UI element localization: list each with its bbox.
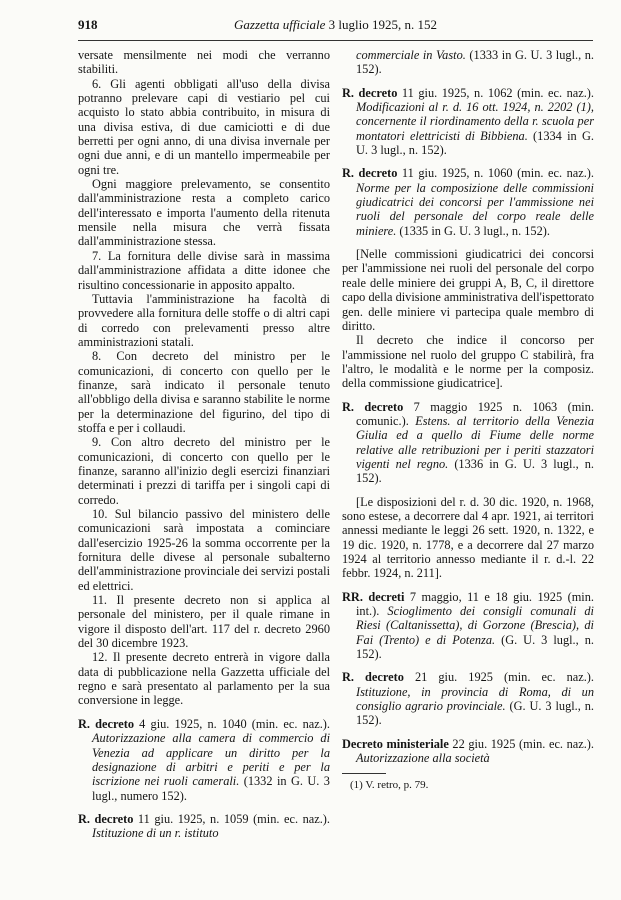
ministerial-decree-entry	[342, 737, 594, 766]
header-rule	[78, 40, 593, 41]
entry-ref: (1336 in G. U. 3 lugl., n. 152).	[356, 456, 594, 486]
entry-meta: 21 giu. 1925 (min. ec. naz.).	[403, 670, 594, 685]
page-number: 918	[78, 17, 98, 32]
entry-ref: (G. U. 3 lugl., n. 152).	[356, 699, 594, 728]
summary-note-1063: [Le disposizioni del r. d. 30 dic. 1920, n. 1968, sono estese, a decorrere dal 4 apr. 1921, ai territori annessi mediante le leggi 26 sett. 1920, n. 1322, e 19 dic. 1920, n. 1778, e a decorrere dal 27 marzo 1924 al territorio annesso mediante il r. d.-l. 22 febbr. 1924, n. 211].	[342, 494, 594, 581]
summary-note-1060: [Nelle commissioni giudicatrici dei concorsi per l'ammissione nei ruoli del personale del corpo reale delle miniere dei gruppi A, B, C, il direttore capo della divisione amministrativa dell'ispettorato gen. delle miniere vi partecipa quale membro di diritto.	[342, 247, 594, 333]
article-9: 9. Con altro decreto del ministro per le comunicazioni, di concerto con quello per le finanze, saranno all'inizio degli esercizi finanziari determinati i prezzi di tariffa per i singoli capi di corredo.	[78, 435, 330, 507]
gazette-name: Gazzetta ufficiale	[234, 17, 326, 32]
entry-title: commerciale in Vasto.	[356, 48, 466, 62]
entry-lead: R. decreto	[342, 670, 404, 685]
decree-entry-1059-continued	[342, 48, 594, 77]
entry-ref: (1334 in G. U. 3 lugl., n. 152).	[356, 128, 594, 158]
footnote-separator	[342, 773, 386, 774]
entry-title: Istituzione, in provincia di Roma, di un consiglio agrario provinciale.	[356, 684, 594, 714]
entry-meta: 11 giu. 1925, n. 1060 (min. ec. naz.).	[397, 166, 594, 181]
entry-lead: R. decreto	[78, 716, 135, 731]
summary-note-1060-continued: Il decreto che indice il concorso per l'ammissione nel ruolo del gruppo C stabilirà, fra l'altro, le modalità e le norme per la composiz. della commissione giudicatrice].	[342, 333, 594, 391]
article-11: 11. Il presente decreto non si applica al personale del ministero, per il quale rimane in vigore il disposto dell'art. 117 del r. decreto 2960 del 30 dicembre 1923.	[78, 593, 330, 651]
entry-ref: (G. U. 3 lugl., n. 152).	[356, 632, 594, 662]
issue-date: 3 luglio 1925, n. 152	[325, 17, 437, 32]
right-column	[342, 48, 594, 793]
footnote: (1) V. retro, p. 79.	[350, 779, 429, 792]
entry-title: Scioglimento dei consigli comunali di Riesi (Caltanissetta), di Gorzone (Brescia), di Fai (Trento) e di Potenza.	[356, 604, 594, 647]
decree-entry-1063	[342, 400, 594, 486]
entry-lead: Decreto ministeriale	[342, 736, 449, 751]
entry-meta: 11 giu. 1925, n. 1059 (min. ec. naz.).	[133, 811, 330, 826]
article-10: 10. Sul bilancio passivo del ministero delle comunicazioni sarà impostata a cominciare dall'esercizio 1925-26 la somma occorrente per la fornitura delle divese al personale subalterno dell'amministrazione provinciale dei servizi postali ed elettrici.	[78, 507, 330, 593]
decree-entry-1040	[78, 717, 330, 803]
decree-entry-agrarian-council	[342, 670, 594, 727]
entry-lead: R. decreto	[342, 166, 398, 181]
entry-meta: 11 giu. 1925, n. 1062 (min. ec. naz.).	[397, 85, 594, 100]
entry-title: Norme per la composizione delle commissioni giudicatrici dei concorsi per l'ammissione nei ruoli del personale del corpo reale delle miniere.	[356, 180, 594, 238]
entry-ref: (1335 in G. U. 3 lugl., n. 152).	[396, 223, 550, 238]
entry-title: Autorizzazione alla camera di commercio di Venezia ad applicare un diritto per la designazione di arbitri e periti e per la iscrizione nei ruoli camerali.	[92, 731, 330, 789]
article-6: 6. Gli agenti obbligati all'uso della divisa potranno prelevare capi di vestiario pel cui acquisto lo stato abbia contribuito, in misura di una divisa estiva, di due camiciotti e di due berretti per ogni anno, di una divisa invernale per ogni due anni, e di un mantello impermeabile per ogni tre.	[78, 76, 330, 177]
entry-meta: 7 maggio, 11 e 18 giu. 1925 (min. int.).	[356, 589, 594, 619]
entry-lead: R. decreto	[342, 85, 398, 100]
entry-ref: (1333 in G. U. 3 lugl., n. 152).	[356, 48, 594, 77]
entry-meta: 22 giu. 1925 (min. ec. naz.).	[448, 736, 594, 751]
decree-entry-1060	[342, 166, 594, 238]
decree-entry-1062	[342, 86, 594, 158]
paragraph-continuation: versate mensilmente nei modi che verranno stabiliti.	[78, 48, 330, 77]
article-12: 12. Il presente decreto entrerà in vigore dalla data di pubblicazione nella Gazzetta ufficiale del regno e sarà presentato al parlamento per la sua conversione in legge.	[78, 650, 330, 708]
article-8: 8. Con decreto del ministro per le comunicazioni, di concerto con quello per le finanze, sarà indicato il personale tenuto all'obbligo della divisa e saranno stabilite le norme per la determinazione del figurino, del tipo di stoffa e per i collaudi.	[78, 349, 330, 435]
entry-ref: (1332 in G. U. 3 lugl., numero 152).	[92, 774, 330, 803]
entry-title: Estens. al territorio della Venezia Giulia ed a quello di Fiume delle norme relative alle retribuzioni per i periti stazzatori vigenti nel regno.	[356, 413, 594, 471]
article-7-continued: Tuttavia l'amministrazione ha facoltà di provvedere alla fornitura delle stoffe o di altri capi di corredo con prelevamenti presso altre amministrazioni statali.	[78, 291, 330, 349]
entry-lead: R. decreto	[78, 811, 134, 826]
left-column	[78, 48, 330, 841]
decree-entry-1059	[78, 812, 330, 841]
page-header	[78, 17, 593, 35]
entry-title: Autorizzazione alla società	[356, 751, 490, 766]
entry-lead: R. decreto	[342, 399, 404, 414]
article-6-continued: Ogni maggiore prelevamento, se consentito dall'amministrazione resta a completo carico dell'interessato e importa l'aumento della ritenuta mensile nella misura che verrà fissata dall'amministrazione stessa.	[78, 177, 330, 249]
entry-lead: RR. decreti	[342, 589, 405, 604]
entry-title: Modificazioni al r. d. 16 ott. 1924, n. 2202 (1), concernente il riordinamento della r. scuola per montatori elettricisti di Bibbiena.	[356, 100, 594, 143]
article-7: 7. La fornitura delle divise sarà in massima dall'amministrazione affidata a ditte idonee che risultino concessionarie in apposito appalto.	[78, 248, 330, 292]
entry-title: Istituzione di un r. istituto	[92, 826, 219, 841]
entry-meta: 7 maggio 1925 n. 1063 (min. comunic.).	[356, 399, 594, 428]
decrees-entry-councils	[342, 590, 594, 662]
entry-meta: 4 giu. 1925, n. 1040 (min. ec. naz.).	[134, 716, 330, 731]
header-title	[78, 17, 593, 33]
